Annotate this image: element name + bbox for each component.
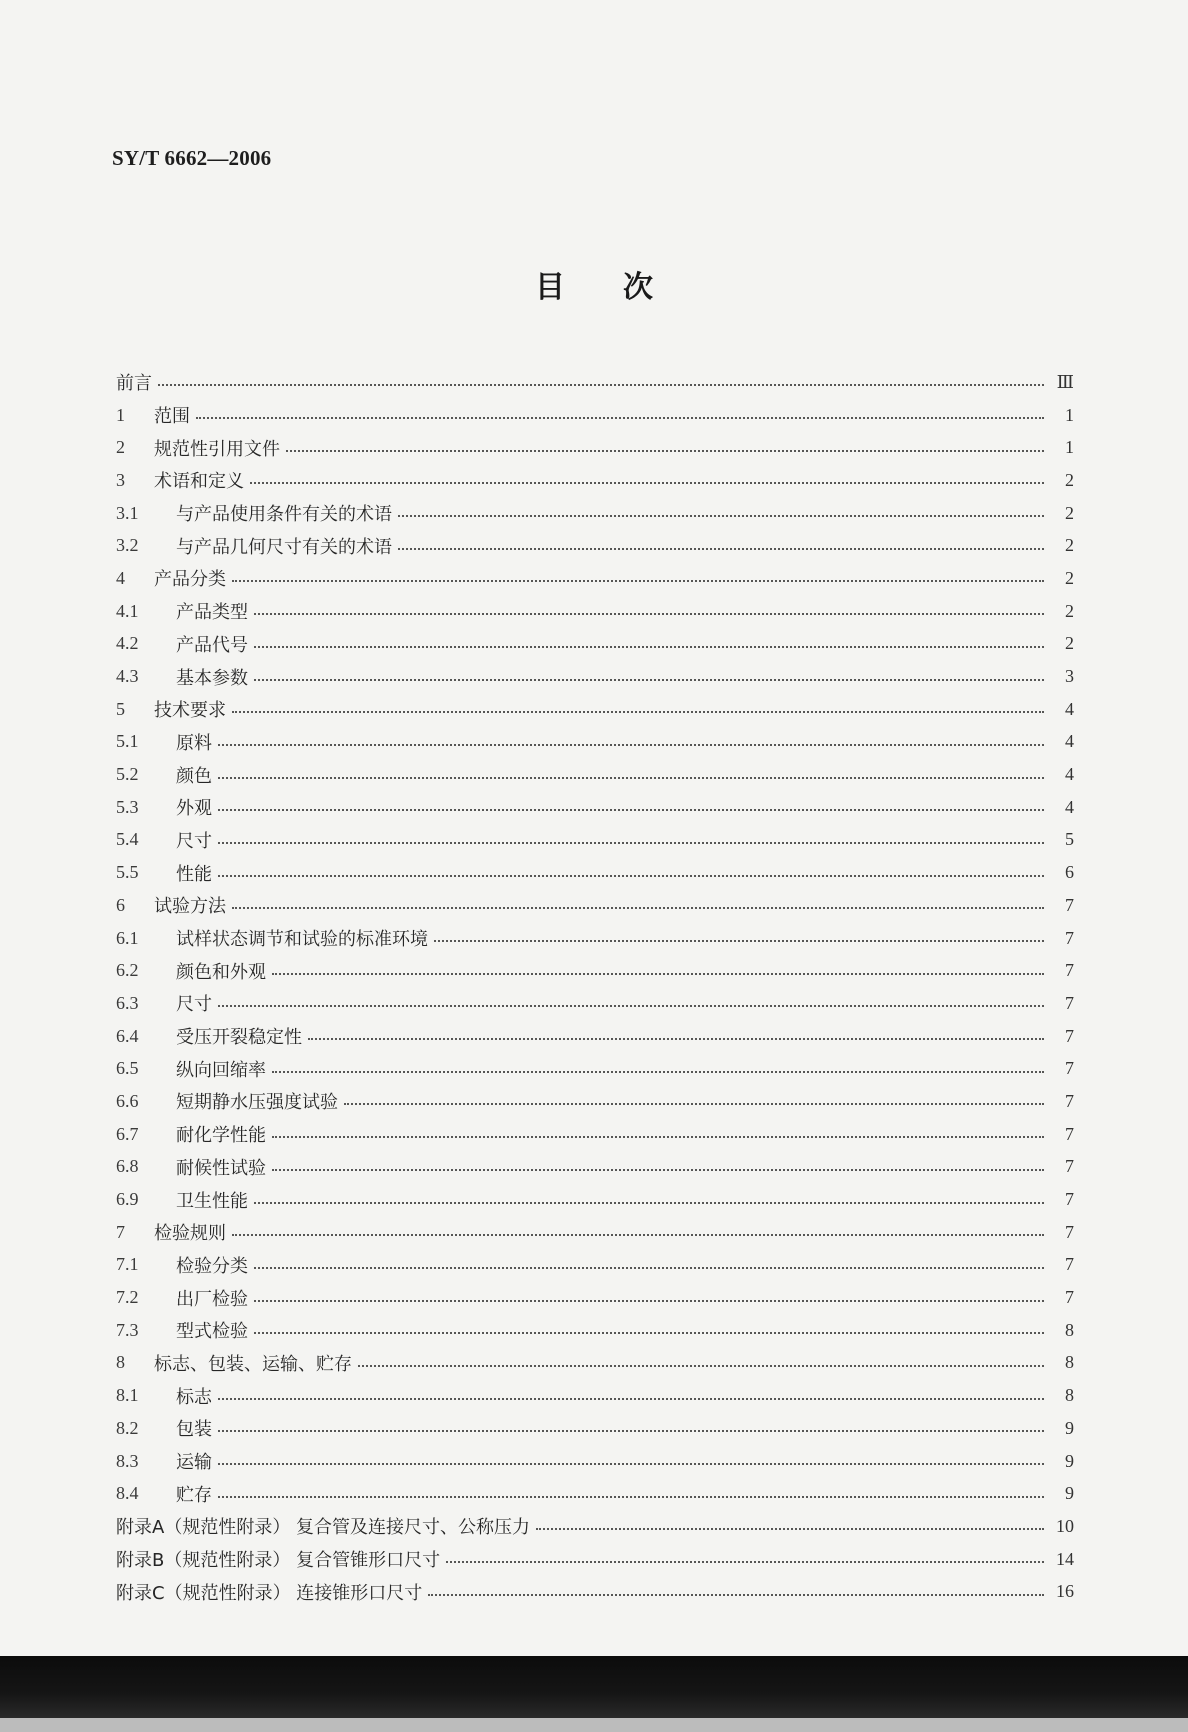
toc-entry-page: 7: [1065, 1189, 1074, 1210]
toc-dot-leader: [254, 1202, 1044, 1204]
toc-dot-leader: [218, 1430, 1044, 1432]
toc-dot-leader: [218, 744, 1044, 746]
toc-entry-label: 原料: [176, 732, 212, 754]
toc-entry: [116, 1052, 1074, 1085]
toc-entry-label: 外观: [176, 798, 212, 820]
toc-entry: [116, 562, 1074, 595]
toc-entry-number: 4: [116, 567, 125, 588]
toc-entry-number: 6.3: [116, 992, 139, 1013]
toc-entry-label: 颜色: [176, 765, 212, 787]
toc-dot-leader: [398, 548, 1044, 550]
toc-entry: [116, 856, 1074, 889]
toc-dot-leader: [218, 875, 1044, 877]
toc-entry-number: 6: [116, 894, 125, 915]
toc-title: 目次: [535, 270, 711, 305]
toc-dot-leader: [158, 384, 1044, 386]
toc-entry-label: 产品代号: [176, 634, 248, 656]
toc-entry: [116, 431, 1074, 464]
toc-entry: [116, 693, 1074, 726]
toc-entry-page: 8: [1065, 1319, 1074, 1340]
toc-entry: [116, 595, 1074, 628]
toc-entry-label: 耐化学性能: [176, 1125, 266, 1147]
toc-entry-number: 1: [116, 404, 125, 425]
toc-dot-leader: [218, 777, 1044, 779]
toc-entry-number: 3.2: [116, 535, 139, 556]
toc-entry-label: 前言: [116, 373, 152, 395]
toc-entry-label: 检验分类: [176, 1255, 248, 1277]
toc-entry-page: 7: [1065, 1058, 1074, 1079]
toc-dot-leader: [446, 1561, 1044, 1563]
toc-entry-number: 4.1: [116, 600, 139, 621]
toc-entry-page: 4: [1065, 796, 1074, 817]
toc-entry-page: 2: [1065, 600, 1074, 621]
toc-entry-number: 3.1: [116, 502, 139, 523]
toc-dot-leader: [434, 940, 1044, 942]
toc-entry-page: 9: [1065, 1483, 1074, 1504]
toc-dot-leader: [254, 679, 1044, 681]
toc-dot-leader: [254, 613, 1044, 615]
toc-dot-leader: [232, 580, 1044, 582]
toc-dot-leader: [398, 515, 1044, 517]
toc-dot-leader: [254, 1267, 1044, 1269]
toc-entry-page: 2: [1065, 469, 1074, 490]
toc-dot-leader: [232, 711, 1044, 713]
toc-entry: [116, 1020, 1074, 1053]
toc-dot-leader: [218, 1005, 1044, 1007]
toc-entry-number: 7.2: [116, 1287, 139, 1308]
toc-entry: [116, 1477, 1074, 1510]
toc-entry-page: 1: [1065, 437, 1074, 458]
toc-entry-page: 14: [1056, 1548, 1074, 1569]
toc-entry-number: 4.3: [116, 666, 139, 687]
toc-entry-number: 6.2: [116, 960, 139, 981]
toc-entry: [116, 1347, 1074, 1380]
toc-entry-number: 5.3: [116, 796, 139, 817]
toc-entry-label: 附录A（规范性附录） 复合管及连接尺寸、公称压力: [116, 1517, 531, 1539]
toc-entry-page: 8: [1065, 1352, 1074, 1373]
toc-dot-leader: [250, 482, 1044, 484]
toc-entry-label: 运输: [176, 1452, 212, 1474]
toc-entry-label: 贮存: [176, 1484, 212, 1506]
toc-entry-label: 技术要求: [154, 700, 226, 722]
toc-entry-page: 7: [1065, 1123, 1074, 1144]
toc-entry: [116, 464, 1074, 497]
toc-entry-label: 试验方法: [154, 896, 226, 918]
toc-entry-number: 3: [116, 469, 125, 490]
toc-entry-page: 7: [1065, 927, 1074, 948]
toc-entry-number: 4.2: [116, 633, 139, 654]
toc-entry-number: 8: [116, 1352, 125, 1373]
toc-dot-leader: [428, 1594, 1044, 1596]
toc-entry-number: 7.3: [116, 1319, 139, 1340]
scan-edge-bar: [0, 1656, 1188, 1718]
toc-entry-page: 2: [1065, 502, 1074, 523]
toc-entry-page: Ⅲ: [1056, 371, 1074, 392]
toc-entry-number: 6.6: [116, 1090, 139, 1111]
toc-entry: [116, 497, 1074, 530]
toc-dot-leader: [272, 1071, 1044, 1073]
toc-entry-number: 6.1: [116, 927, 139, 948]
toc-entry-label: 与产品几何尺寸有关的术语: [176, 536, 392, 558]
toc-entry-label: 基本参数: [176, 667, 248, 689]
toc-entry-page: 6: [1065, 862, 1074, 883]
toc-dot-leader: [536, 1528, 1044, 1530]
toc-entry-page: 2: [1065, 633, 1074, 654]
toc-entry-page: 9: [1065, 1417, 1074, 1438]
toc-dot-leader: [358, 1365, 1044, 1367]
toc-entry-label: 短期静水压强度试验: [176, 1092, 338, 1114]
toc-entry: [116, 1118, 1074, 1151]
toc-entry-number: 6.4: [116, 1025, 139, 1046]
toc-entry: [116, 366, 1074, 399]
toc-dot-leader: [218, 1463, 1044, 1465]
toc-entry-number: 5.1: [116, 731, 139, 752]
toc-entry-number: 6.9: [116, 1189, 139, 1210]
toc-entry-page: 7: [1065, 960, 1074, 981]
toc-entry-number: 5.5: [116, 862, 139, 883]
toc-entry-page: 7: [1065, 992, 1074, 1013]
toc-entry-number: 5.2: [116, 764, 139, 785]
document-code: SY/T 6662—2006: [112, 146, 272, 170]
toc-entry-page: 2: [1065, 535, 1074, 556]
toc-entry-page: 7: [1065, 1090, 1074, 1111]
toc-entry: [116, 1412, 1074, 1445]
toc-entry-label: 附录C（规范性附录） 连接锥形口尺寸: [116, 1582, 423, 1604]
toc-entry-number: 5.4: [116, 829, 139, 850]
toc-entry: [116, 660, 1074, 693]
toc-entry-page: 5: [1065, 829, 1074, 850]
toc-entry-page: 7: [1065, 1025, 1074, 1046]
toc-entry-number: 7: [116, 1221, 125, 1242]
toc-entry-label: 性能: [176, 863, 212, 885]
toc-entry: [116, 1575, 1074, 1608]
toc-entry-page: 3: [1065, 666, 1074, 687]
toc-entry: [116, 758, 1074, 791]
toc-entry-label: 术语和定义: [154, 471, 244, 493]
toc-entry-page: 4: [1065, 764, 1074, 785]
toc-dot-leader: [272, 973, 1044, 975]
toc-entry-label: 标志、包装、运输、贮存: [154, 1353, 352, 1375]
toc-entry: [116, 1151, 1074, 1184]
toc-entry-label: 范围: [154, 406, 190, 428]
toc-entry-page: 10: [1056, 1515, 1074, 1536]
toc-entry-label: 包装: [176, 1419, 212, 1441]
toc-entry-label: 试样状态调节和试验的标准环境: [176, 929, 428, 951]
toc-entry-label: 产品类型: [176, 602, 248, 624]
toc-entry: [116, 889, 1074, 922]
toc-entry-label: 型式检验: [176, 1321, 248, 1343]
toc-entry-label: 检验规则: [154, 1223, 226, 1245]
toc-entry: [116, 1085, 1074, 1118]
toc-entry-number: 8.4: [116, 1483, 139, 1504]
toc-dot-leader: [218, 809, 1044, 811]
toc-entry-number: 6.7: [116, 1123, 139, 1144]
toc-dot-leader: [218, 842, 1044, 844]
table-of-contents: [116, 366, 1074, 1608]
toc-entry: [116, 1249, 1074, 1282]
toc-dot-leader: [344, 1103, 1044, 1105]
toc-entry: [116, 399, 1074, 432]
toc-entry-label: 尺寸: [176, 830, 212, 852]
toc-entry-label: 受压开裂稳定性: [176, 1027, 302, 1049]
toc-entry: [116, 1281, 1074, 1314]
toc-dot-leader: [254, 646, 1044, 648]
toc-entry-label: 附录B（规范性附录） 复合管锥形口尺寸: [116, 1550, 441, 1572]
toc-entry-page: 9: [1065, 1450, 1074, 1471]
toc-entry: [116, 1543, 1074, 1576]
toc-dot-leader: [232, 1234, 1044, 1236]
toc-entry: [116, 529, 1074, 562]
toc-entry: [116, 922, 1074, 955]
toc-entry-number: 6.8: [116, 1156, 139, 1177]
scan-edge-strip: [0, 1718, 1188, 1732]
toc-entry-page: 16: [1056, 1581, 1074, 1602]
toc-entry: [116, 1510, 1074, 1543]
toc-entry: [116, 824, 1074, 857]
toc-entry: [116, 1314, 1074, 1347]
toc-dot-leader: [272, 1169, 1044, 1171]
toc-dot-leader: [286, 450, 1044, 452]
toc-entry-page: 4: [1065, 698, 1074, 719]
toc-entry-number: 5: [116, 698, 125, 719]
toc-dot-leader: [196, 417, 1044, 419]
toc-dot-leader: [308, 1038, 1044, 1040]
toc-dot-leader: [254, 1300, 1044, 1302]
toc-entry: [116, 726, 1074, 759]
toc-entry-page: 7: [1065, 1254, 1074, 1275]
toc-entry-page: 7: [1065, 894, 1074, 915]
toc-entry-number: 8.1: [116, 1385, 139, 1406]
toc-entry-label: 尺寸: [176, 994, 212, 1016]
toc-entry-label: 规范性引用文件: [154, 438, 280, 460]
toc-dot-leader: [218, 1496, 1044, 1498]
toc-entry-number: 2: [116, 437, 125, 458]
toc-entry-page: 7: [1065, 1287, 1074, 1308]
toc-entry-page: 4: [1065, 731, 1074, 752]
toc-entry-number: 7.1: [116, 1254, 139, 1275]
toc-entry-page: 1: [1065, 404, 1074, 425]
toc-entry-page: 2: [1065, 567, 1074, 588]
toc-entry-label: 颜色和外观: [176, 961, 266, 983]
toc-entry: [116, 1445, 1074, 1478]
toc-entry-label: 耐候性试验: [176, 1157, 266, 1179]
toc-entry-label: 出厂检验: [176, 1288, 248, 1310]
toc-entry-label: 与产品使用条件有关的术语: [176, 504, 392, 526]
toc-entry-label: 卫生性能: [176, 1190, 248, 1212]
toc-dot-leader: [254, 1332, 1044, 1334]
toc-entry: [116, 987, 1074, 1020]
toc-entry-label: 产品分类: [154, 569, 226, 591]
toc-entry-page: 8: [1065, 1385, 1074, 1406]
toc-dot-leader: [272, 1136, 1044, 1138]
toc-dot-leader: [218, 1398, 1044, 1400]
toc-entry-label: 纵向回缩率: [176, 1059, 266, 1081]
toc-entry-number: 8.2: [116, 1417, 139, 1438]
toc-entry: [116, 791, 1074, 824]
toc-entry-number: 6.5: [116, 1058, 139, 1079]
toc-entry-label: 标志: [176, 1386, 212, 1408]
toc-entry: [116, 628, 1074, 661]
toc-entry: [116, 1216, 1074, 1249]
toc-entry-page: 7: [1065, 1221, 1074, 1242]
toc-entry-page: 7: [1065, 1156, 1074, 1177]
toc-dot-leader: [232, 907, 1044, 909]
toc-entry: [116, 954, 1074, 987]
toc-entry-number: 8.3: [116, 1450, 139, 1471]
toc-entry: [116, 1379, 1074, 1412]
toc-entry: [116, 1183, 1074, 1216]
